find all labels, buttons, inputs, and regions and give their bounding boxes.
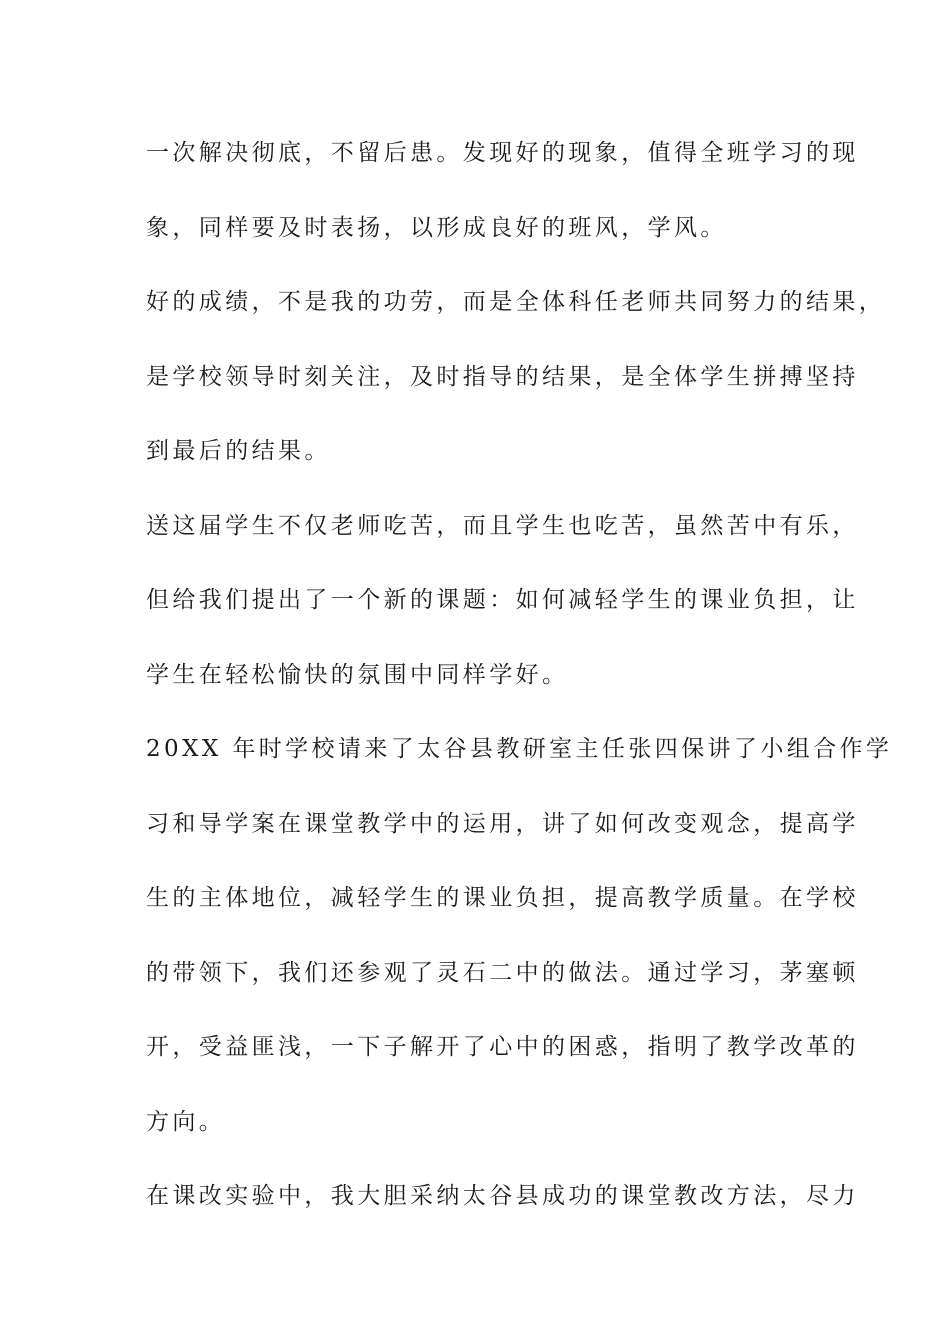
document-body bbox=[146, 133, 893, 1251]
text-line: 20XX 年时学校请来了太谷县教研室主任张四保讲了小组合作学 bbox=[146, 736, 893, 762]
text-line: 好的成绩，不是我的功劳，而是全体科任老师共同努力的结果， bbox=[146, 289, 886, 315]
text-line: 到最后的结果。 bbox=[146, 438, 331, 464]
text-line: 一次解决彻底，不留后患。发现好的现象，值得全班学习的现 bbox=[146, 140, 859, 166]
text-line: 送这届学生不仅老师吃苦，而且学生也吃苦，虽然苦中有乐， bbox=[146, 512, 859, 539]
text-line: 习和导学案在课堂教学中的运用，讲了如何改变观念，提高学 bbox=[146, 810, 859, 837]
text-line: 学生在轻松愉快的氛围中同样学好。 bbox=[146, 661, 569, 688]
text-line: 的带领下，我们还参观了灵石二中的做法。通过学习，茅塞顿 bbox=[146, 959, 859, 986]
text-line: 生的主体地位，减轻学生的课业负担，提高教学质量。在学校 bbox=[146, 885, 859, 911]
text-line: 但给我们提出了一个新的课题：如何减轻学生的课业负担，让 bbox=[146, 587, 859, 613]
text-line: 在课改实验中，我大胆采纳太谷县成功的课堂教改方法，尽力 bbox=[146, 1183, 859, 1209]
text-line: 开，受益匪浅，一下子解开了心中的困惑，指明了教学改革的 bbox=[146, 1034, 859, 1060]
text-line: 方向。 bbox=[146, 1108, 226, 1135]
text-line: 象，同样要及时表扬，以形成良好的班风，学风。 bbox=[146, 214, 727, 241]
text-line: 是学校领导时刻关注，及时指导的结果，是全体学生拼搏坚持 bbox=[146, 363, 859, 390]
